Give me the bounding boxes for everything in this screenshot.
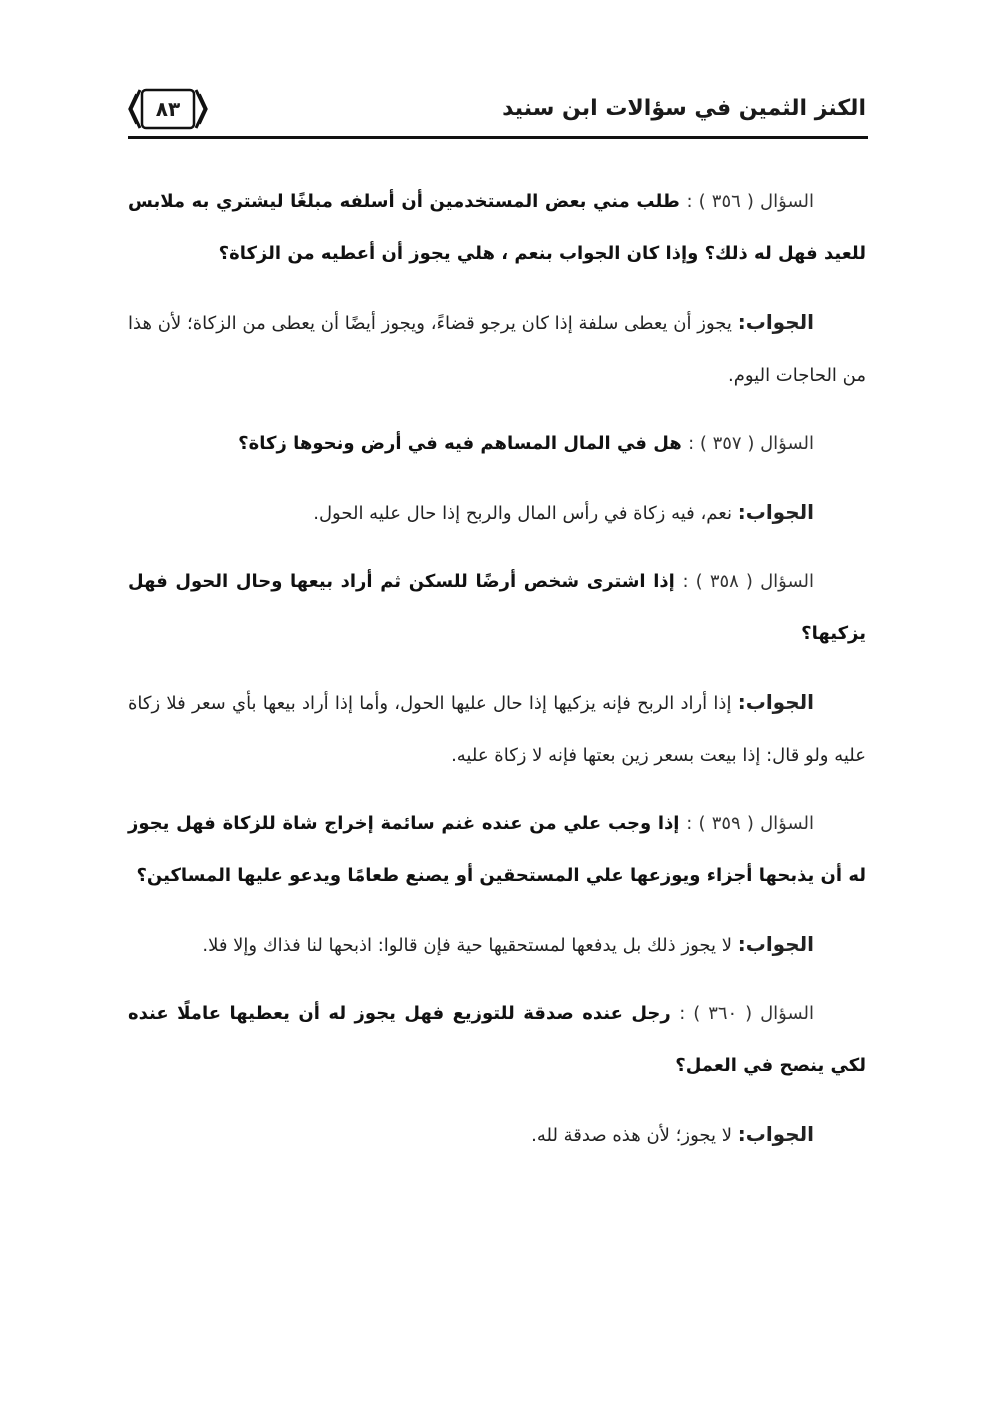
question-text: إذا اشترى شخص أرضًا للسكن ثم أراد بيعها وحال الحول فهل يزكيها؟ [128, 571, 866, 644]
answer-label: الجواب: [737, 1122, 814, 1146]
answer-label: الجواب: [737, 932, 814, 956]
page-header [128, 82, 866, 138]
answer-358 [128, 676, 866, 782]
answer-360 [128, 1108, 866, 1162]
question-label: السؤال ( ٣٥٩ ) : [686, 813, 815, 834]
page-number: ٨٣ [155, 97, 181, 121]
header-divider [128, 136, 868, 139]
answer-text: إذا أراد الربح فإنه يزكيها إذا حال عليها الحول، وأما إذا أراد بيعها بأي سعر فلا زكاة عليه ولو قال: إذا بيعت بسعر زين بعتها فإنه لا زكاة عليه. [128, 693, 866, 766]
question-359 [128, 798, 866, 902]
answer-text: لا يجوز ذلك بل يدفعها لمستحقيها حية فإن قالوا: اذبحها لنا فذاك وإلا فلا. [202, 935, 732, 956]
qa-content [128, 176, 866, 1178]
question-label: السؤال ( ٣٥٦ ) : [686, 191, 814, 212]
question-text: طلب مني بعض المستخدمين أن أسلفه مبلغًا ليشتري به ملابس للعيد فهل له ذلك؟ وإذا كان الجواب بنعم ، هلي يجوز أن أعطيه من الزكاة؟ [128, 191, 866, 264]
answer-label: الجواب: [737, 310, 814, 334]
question-label: السؤال ( ٣٦٠ ) : [679, 1003, 815, 1024]
answer-359 [128, 918, 866, 972]
book-title: الكنز الثمين في سؤالات ابن سنيد [502, 96, 866, 121]
question-357 [128, 418, 866, 470]
question-358 [128, 556, 866, 660]
answer-text: لا يجوز؛ لأن هذه صدقة لله. [531, 1125, 732, 1146]
question-text: رجل عنده صدقة للتوزيع فهل يجوز له أن يعطيها عاملًا عنده لكي ينصح في العمل؟ [128, 1003, 866, 1076]
answer-357 [128, 486, 866, 540]
answer-text: نعم، فيه زكاة في رأس المال والربح إذا حال عليه الحول. [313, 503, 732, 524]
question-label: السؤال ( ٣٥٧ ) : [688, 433, 814, 454]
answer-label: الجواب: [737, 500, 814, 524]
page-number-badge [128, 86, 208, 132]
question-label: السؤال ( ٣٥٨ ) : [682, 571, 814, 592]
question-text: هل في المال المساهم فيه في أرض ونحوها زكاة؟ [238, 433, 682, 454]
question-360 [128, 988, 866, 1092]
answer-356 [128, 296, 866, 402]
answer-text: يجوز أن يعطى سلفة إذا كان يرجو قضاءً، ويجوز أيضًا أن يعطى من الزكاة؛ لأن هذا من الحاجات اليوم. [128, 313, 866, 386]
answer-label: الجواب: [737, 690, 814, 714]
question-text: إذا وجب علي من عنده غنم سائمة إخراج شاة للزكاة فهل يجوز له أن يذبحها أجزاء ويوزعها علي المستحقين أو يصنع طعامًا ويدعو عليها المساكين؟ [128, 813, 866, 886]
question-356 [128, 176, 866, 280]
